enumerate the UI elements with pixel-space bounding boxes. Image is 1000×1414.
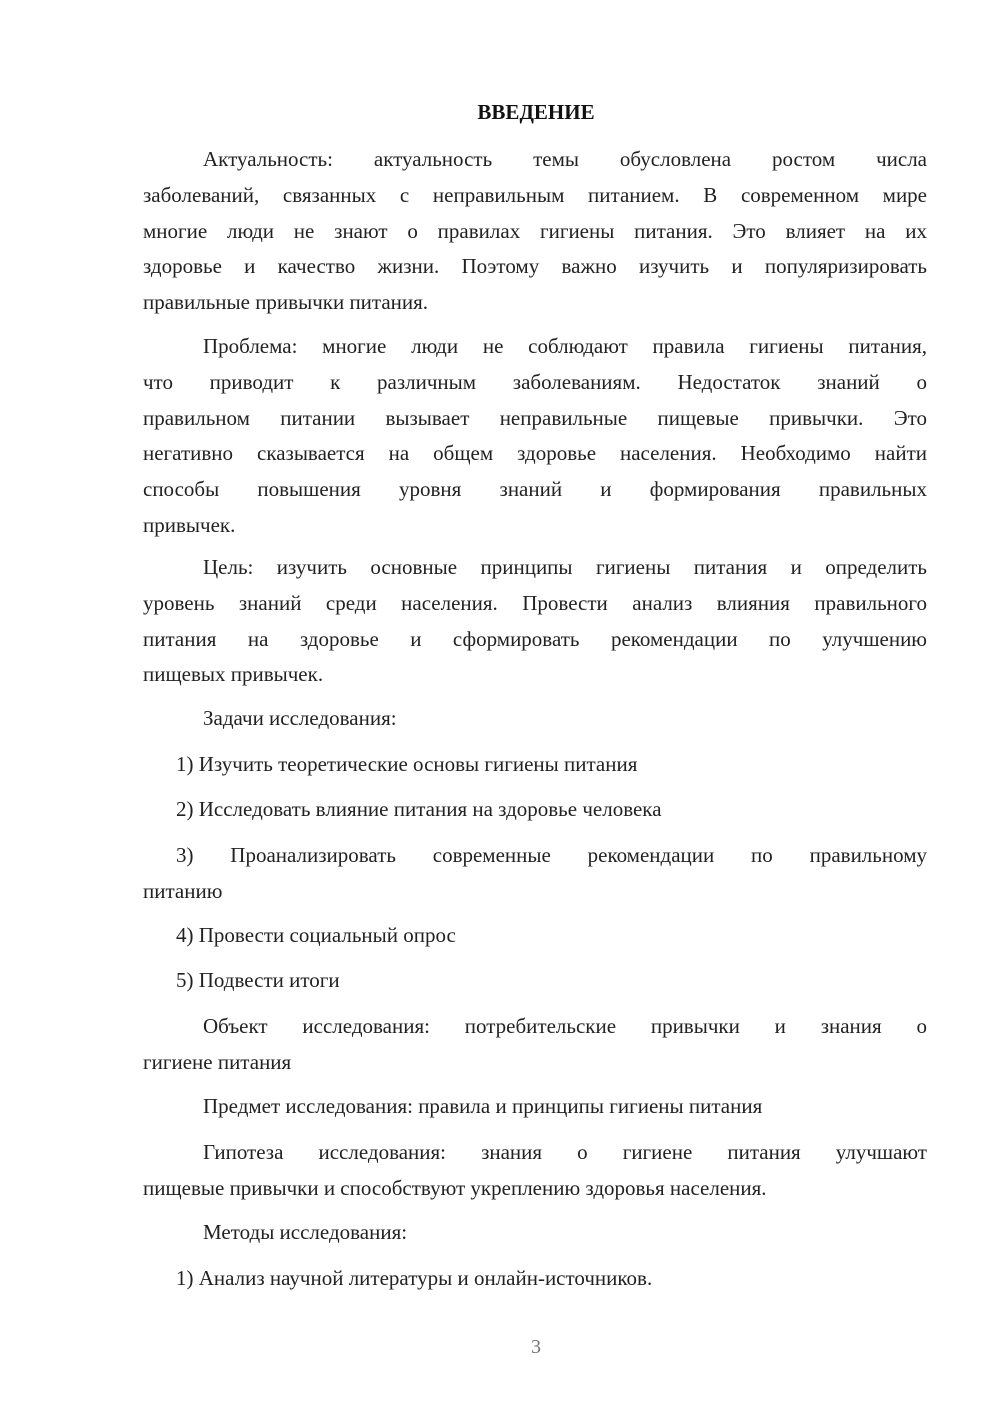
text-line: Предмет исследования: правила и принципы гигиены питания: [203, 1094, 763, 1118]
text-line: Методы исследования:: [203, 1220, 408, 1244]
text-line: 5) Подвести итоги: [176, 968, 340, 992]
task-list-item: [143, 747, 927, 783]
text-line: питанию: [143, 878, 223, 903]
text-line: многие люди не знают о правилах гигиены питания. Это влияет на их: [143, 218, 927, 243]
text-line: Цель: изучить основные принципы гигиены питания и определить: [203, 555, 927, 579]
text-line: Объект исследования: потребительские привычки и знания о: [203, 1014, 927, 1038]
task-list-item: [143, 963, 927, 999]
text-line: негативно сказывается на общем здоровье населения. Необходимо найти: [143, 441, 927, 466]
page-number: 3: [531, 1336, 541, 1358]
text-line: пищевые привычки и способствуют укреплению здоровья населения.: [143, 1175, 767, 1200]
text-line: что приводит к различным заболеваниям. Недостаток знаний о: [143, 369, 927, 394]
paragraph-problem: [143, 329, 927, 544]
text-line: 1) Анализ научной литературы и онлайн-источников.: [176, 1266, 653, 1290]
text-line: способы повышения уровня знаний и формирования правильных: [143, 477, 927, 502]
text-line: здоровье и качество жизни. Поэтому важно изучить и популяризировать: [143, 254, 927, 279]
section-title: ВВЕДЕНИЕ: [477, 100, 595, 124]
text-line: правильные привычки питания.: [143, 290, 429, 315]
text-line: питания на здоровье и сформировать рекомендации по улучшению: [143, 626, 927, 651]
text-line: Проблема: многие люди не соблюдают правила гигиены питания,: [203, 334, 927, 358]
text-line: 1) Изучить теоретические основы гигиены питания: [176, 752, 638, 776]
text-line: гигиене питания: [143, 1049, 292, 1074]
method-list-item: [143, 1261, 927, 1297]
text-line: заболеваний, связанных с неправильным питанием. В современном мире: [143, 182, 927, 207]
paragraph-relevance: [143, 142, 927, 321]
task-list-item: [143, 792, 927, 828]
text-line: привычек.: [143, 512, 236, 537]
methods-heading: [143, 1215, 927, 1251]
text-line: пищевых привычек.: [143, 662, 324, 687]
task-list-item: [143, 918, 927, 954]
text-line: Задачи исследования:: [203, 706, 397, 730]
text-line: 3) Проанализировать современные рекомендации по правильному: [176, 843, 927, 867]
paragraph-object: [143, 1009, 927, 1081]
text-line: 2) Исследовать влияние питания на здоровье человека: [176, 797, 662, 821]
paragraph-goal: [143, 550, 927, 693]
tasks-heading: [143, 701, 927, 737]
task-list-item: [143, 838, 927, 910]
text-line: 4) Провести социальный опрос: [176, 923, 456, 947]
text-line: Актуальность: актуальность темы обусловлена ростом числа: [203, 147, 927, 171]
text-line: правильном питании вызывает неправильные пищевые привычки. Это: [143, 405, 927, 430]
paragraph-subject: [143, 1089, 927, 1125]
text-line: Гипотеза исследования: знания о гигиене питания улучшают: [203, 1140, 927, 1164]
text-line: уровень знаний среди населения. Провести анализ влияния правильного: [143, 590, 927, 615]
paragraph-hypothesis: [143, 1135, 927, 1207]
